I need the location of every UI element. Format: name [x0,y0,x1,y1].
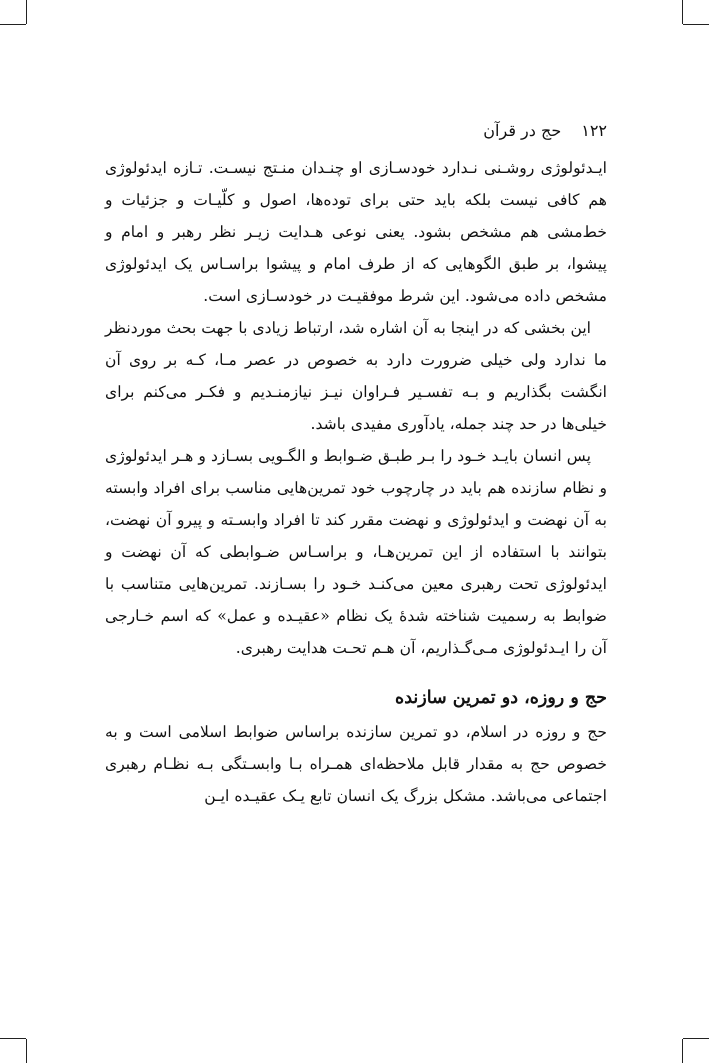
crop-mark-bottom-right-horizontal [683,1038,709,1039]
crop-mark-bottom-left-horizontal [0,1038,26,1039]
crop-mark-top-right-vertical [682,0,683,24]
section-heading: حج و روزه، دو تمرین سازنده [395,688,607,708]
page-number: ۱۲۲ [581,120,607,140]
running-head [105,108,607,152]
crop-mark-top-left-horizontal [0,24,26,25]
body-paragraph-4: حج و روزه در اسلام، دو تمرین سازنده براساس ضوابط اسلامی است و به خصوص حج به مقدار قابل ملاحظه‌ای همـراه بـا وابسـتگی بـه نظـام رهبری اجتماعی می‌باشد. مشکل بزرگ یک انسان تابع یـک عقیـده ایـن [105,723,607,805]
crop-mark-bottom-right-vertical [682,1039,683,1063]
body-paragraph-1: ایـدئولوژی روشـنی نـدارد خودسـازی او چنـدان منـتج نیسـت. تـازه ایدئولوژی هم کافی نیست بلکه باید حتی برای توده‌ها، اصول و کلّیـات و جزئیات و خط‌مشی هم مشخص بشود. یعنی نوعی هـدایت زیـر نظر رهبر و امام و پیشوا، بر طبق الگوهایی که از طرف امام و پیشوا براسـاس یک ایدئولوژی مشخص داده می‌شود. این شرط موفقیـت در خودسـازی است. [105,159,607,305]
crop-mark-bottom-left-vertical [26,1039,27,1063]
book-title: حج در قرآن [483,120,562,140]
body-paragraph-2: این بخشی که در اینجا به آن اشاره شد، ارتباط زیادی با جهت بحث موردنظر ما ندارد ولی خیلی ضرورت دارد به خصوص در عصر مـا، کـه بر روی آن انگشت بگذاریم و بـه تفسـیر فـراوان نیـز نیازمنـدیم و فکـر می‌کنم برای خیلی‌ها در حد چند جمله، یادآوری مفیدی باشد. [105,319,607,433]
crop-mark-top-left-vertical [26,0,27,24]
book-page [105,108,607,812]
crop-mark-top-right-horizontal [683,24,709,25]
body-paragraph-3: پس انسان بایـد خـود را بـر طبـق ضـوابط و الگـویی بسـازد و هـر ایدئولوژی و نظام سازنده هم باید در چارچوب خود تمرین‌هایی مناسب برای افراد وابسته به آن نهضت و ایدئولوژی و نهضت مقرر کند تا افراد وابسـته و پیرو آن نهضت، بتوانند با استفاده از این تمرین‌هـا، و براسـاس ضـوابطی که آن نهضت و ایدئولوژی تحت رهبری معین می‌کنـد خـود را بسـازند. تمرین‌هایی متناسب با ضوابط به رسمیت شناخته شدهٔ یک نظام «عقیـده و عمل» که اسم خـارجی آن را ایـدئولوژی مـی‌گـذاریم، آن هـم تحـت هدایت رهبری. [105,447,607,657]
